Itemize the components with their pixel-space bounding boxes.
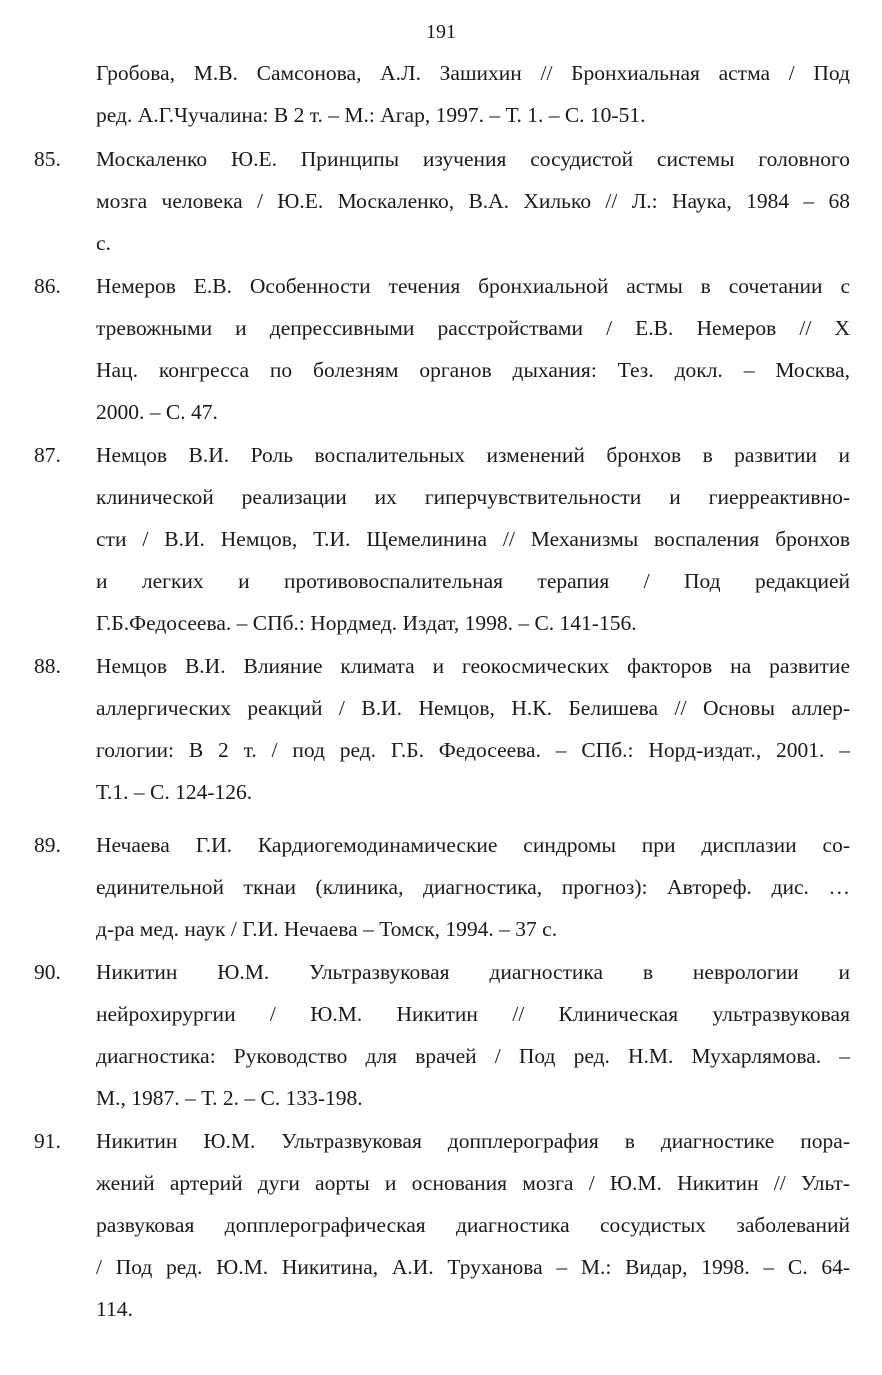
entry-line: Т.1. – С. 124-126.: [96, 780, 253, 804]
entry-line: диагностика: Руководство для врачей / Под ред. Н.М. Мухарлямова. –: [96, 1044, 850, 1068]
entry-line: клинической реализации их гиперчувствительности и гиерреактивно-: [96, 485, 850, 509]
entry-number: 88.: [34, 654, 61, 678]
entry-line: и легких и противовоспалительная терапия / Под редакцией: [96, 569, 850, 593]
entry-number: 85.: [34, 147, 61, 171]
entry-line: 114.: [96, 1297, 133, 1321]
entry-line: Нечаева Г.И. Кардиогемодинамические синдромы при дисплазии со-: [96, 833, 850, 857]
entry-number: 91.: [34, 1129, 61, 1153]
entry-line: единительной ткнаи (клиника, диагностика, прогноз): Автореф. дис. …: [96, 875, 850, 899]
entry-line: аллергических реакций / В.И. Немцов, Н.К. Белишева // Основы аллер-: [96, 696, 850, 720]
entry-line: с.: [96, 231, 111, 255]
entry-line: ред. А.Г.Чучалина: В 2 т. – М.: Агар, 1997. – Т. 1. – С. 10-51.: [96, 103, 646, 127]
entry-number: 87.: [34, 443, 61, 467]
entry-line: Немцов В.И. Роль воспалительных изменений бронхов в развитии и: [96, 443, 850, 467]
entry-line: Нац. конгресса по болезням органов дыхания: Тез. докл. – Москва,: [96, 358, 850, 382]
entry-line: Г.Б.Федосеева. – СПб.: Нордмед. Издат, 1998. – С. 141-156.: [96, 611, 637, 635]
entry-line: д-ра мед. наук / Г.И. Нечаева – Томск, 1994. – 37 с.: [96, 917, 558, 941]
entry-line: Никитин Ю.М. Ультразвуковая допплерография в диагностике пора-: [96, 1129, 850, 1153]
entry-line: сти / В.И. Немцов, Т.И. Щемелинина // Механизмы воспаления бронхов: [96, 527, 850, 551]
entry-line: жений артерий дуги аорты и основания мозга / Ю.М. Никитин // Ульт-: [96, 1171, 850, 1195]
entry-line: Немеров Е.В. Особенности течения бронхиальной астмы в сочетании с: [96, 274, 850, 298]
entry-number: 90.: [34, 960, 61, 984]
entry-line: Немцов В.И. Влияние климата и геокосмических факторов на развитие: [96, 654, 850, 678]
entry-line: развуковая допплерографическая диагностика сосудистых заболеваний: [96, 1213, 850, 1237]
entry-line: гологии: В 2 т. / под ред. Г.Б. Федосеева. – СПб.: Норд-издат., 2001. –: [96, 738, 850, 762]
entry-line: Москаленко Ю.Е. Принципы изучения сосудистой системы головного: [96, 147, 850, 171]
entry-line: М., 1987. – Т. 2. – С. 133-198.: [96, 1086, 363, 1110]
page-number: 191: [426, 21, 456, 43]
entry-line: 2000. – С. 47.: [96, 400, 218, 424]
entry-line: тревожными и депрессивными расстройствами / Е.В. Немеров // X: [96, 316, 850, 340]
entry-line: нейрохирургии / Ю.М. Никитин // Клиническая ультразвуковая: [96, 1002, 850, 1026]
entry-line: Никитин Ю.М. Ультразвуковая диагностика в неврологии и: [96, 960, 850, 984]
entry-line: Гробова, М.В. Самсонова, А.Л. Зашихин // Бронхиальная астма / Под: [96, 61, 850, 85]
entry-line: мозга человека / Ю.Е. Москаленко, В.А. Хилько // Л.: Наука, 1984 – 68: [96, 189, 850, 213]
entry-number: 86.: [34, 274, 61, 298]
entry-number: 89.: [34, 833, 61, 857]
entry-line: / Под ред. Ю.М. Никитина, А.И. Труханова – М.: Видар, 1998. – С. 64-: [96, 1255, 850, 1279]
